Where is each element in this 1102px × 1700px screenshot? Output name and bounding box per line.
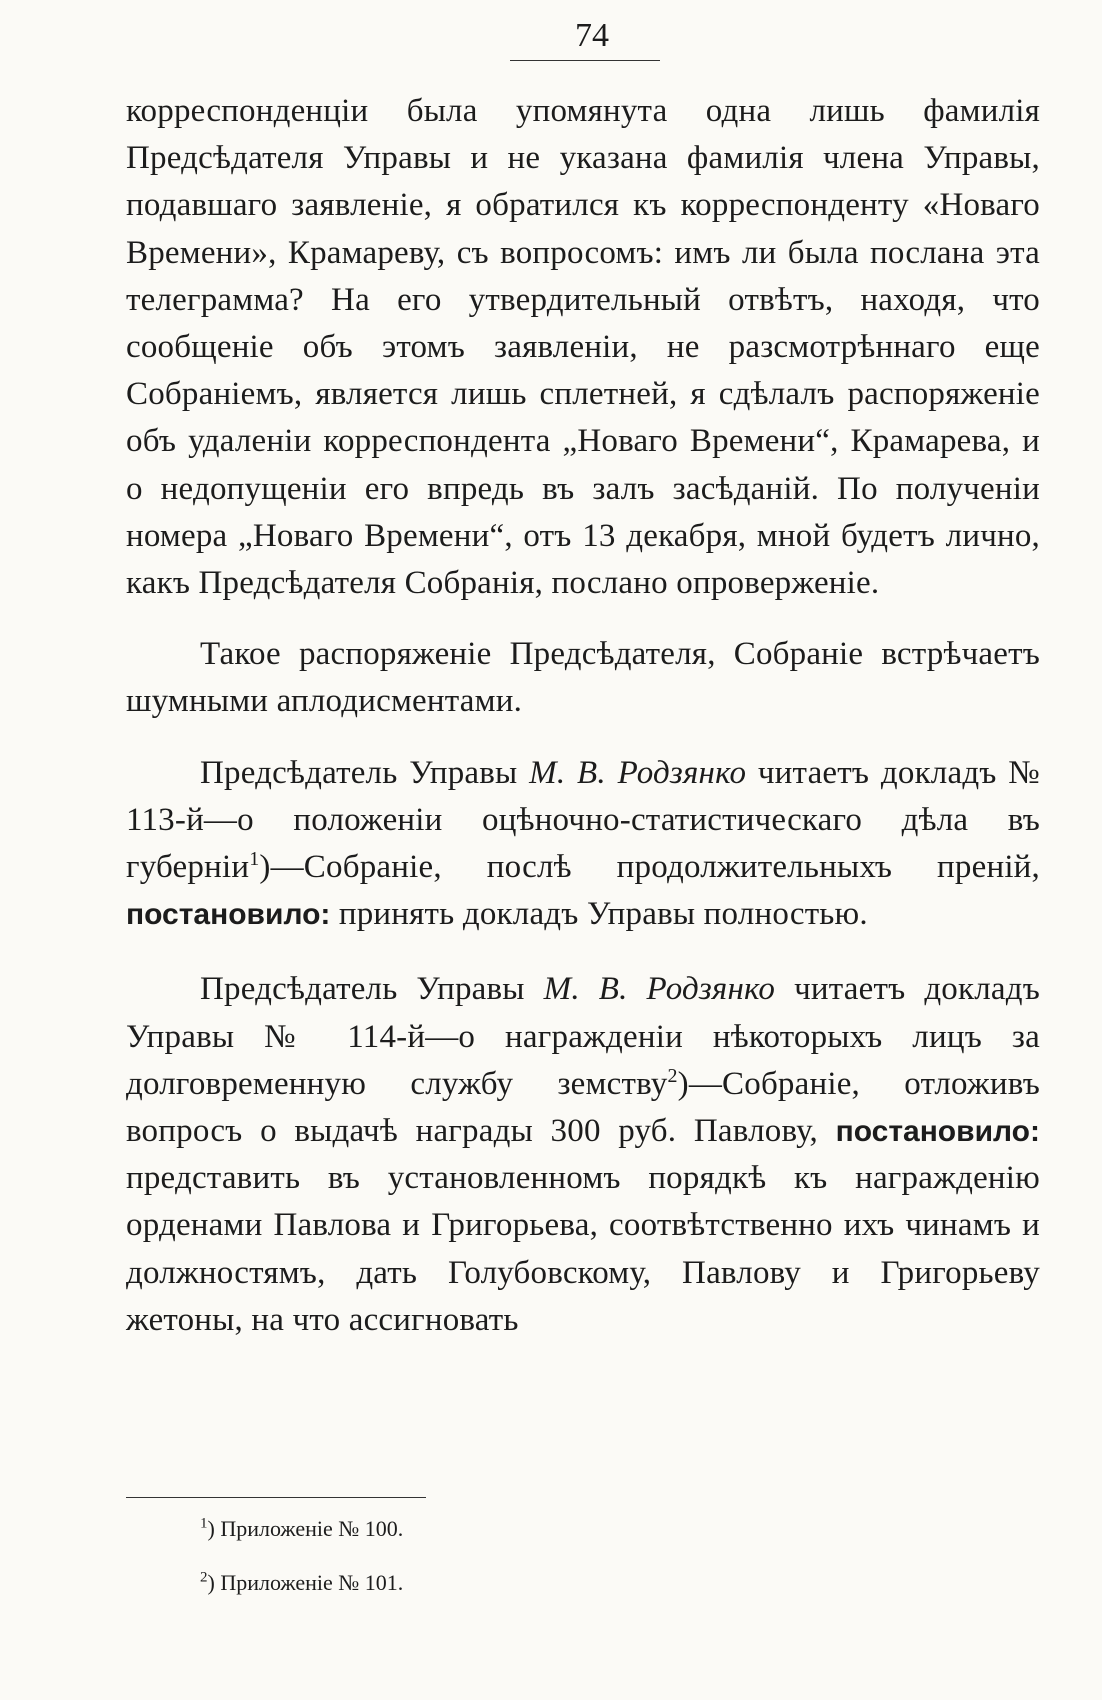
- paragraph-1-text: корреспонденціи была упомянута одна лишь фамилія Предсѣдателя Управы и не указана фамилія члена Управы, подавшаго заявленіе, я обратился къ корреспонденту «Новаго Времени», Крамареву, съ вопросомъ: имъ ли была послана эта телеграмма? На его утвердительный отвѣтъ, находя, что сообщеніе объ этомъ заявленіи, не разсмотрѣннаго еще Собраніемъ, является лишь сплетней, я сдѣлалъ распоряженіе объ удаленіи корреспондента „Новаго Времени“, Крамарева, и о недопущеніи его впредь въ залъ засѣданій. По полученіи номера „Новаго Времени“, отъ 13 декабря, мной будетъ лично, какъ Предсѣдателя Собранія, послано опроверженіе.: [126, 93, 1040, 602]
- page-number-rule: [510, 60, 660, 61]
- body-text: [126, 88, 1040, 1344]
- footnote-ref-2[interactable]: 2: [667, 1064, 678, 1087]
- paragraph-3: [126, 750, 1040, 939]
- footnote-text-2: ) Приложеніе № 101.: [207, 1570, 404, 1595]
- footnotes: [200, 1502, 800, 1610]
- page-number: 74: [575, 17, 609, 54]
- footnote-mark-2: 2: [200, 1569, 208, 1586]
- paragraph-3-continued: )—Собраніе, послѣ продолжительныхъ преній,: [259, 849, 1040, 886]
- paragraph-3-end: принять докладъ Управы полностью.: [330, 896, 868, 933]
- paragraph-4-continued: )—Собраніе, отложивъ вопросъ о выдачѣ награды 300 руб. Павлову,: [126, 1065, 1040, 1150]
- footnote-text-1: ) Приложеніе № 100.: [207, 1516, 404, 1541]
- paragraph-4-lead: Предсѣдатель Управы: [200, 971, 544, 1008]
- paragraph-4: [126, 966, 1040, 1344]
- footnote-1: [200, 1502, 800, 1556]
- footnote-separator: [126, 1497, 426, 1498]
- resolution-keyword: постановило:: [126, 898, 331, 932]
- person-name-italic: М. В. Родзянко: [543, 971, 776, 1008]
- person-name-italic: М. В. Родзянко: [529, 754, 747, 791]
- paragraph-3-body: читаетъ докладъ № 113-й—о положеніи оцѣночно-статистическаго дѣла въ губерніи: [126, 754, 1040, 886]
- footnote-mark-1: 1: [200, 1515, 208, 1532]
- resolution-keyword: постановило:: [835, 1115, 1040, 1149]
- paragraph-4-end: представить въ установленномъ порядкѣ къ награжденію орденами Павлова и Григорьева, соотвѣтственно ихъ чинамъ и должностямъ, дать Голубовскому, Павлову и Григорьеву жетоны, на что ассигновать: [126, 1160, 1040, 1338]
- paragraph-2: [126, 631, 1040, 725]
- paragraph-4-body: читаетъ докладъ Управы № 114-й—о награжденіи нѣкоторыхъ лицъ за долговременную службу земству: [126, 971, 1041, 1102]
- paragraph-3-lead: Предсѣдатель Управы: [200, 754, 530, 791]
- paragraph-1: [126, 88, 1040, 607]
- footnote-ref-1[interactable]: 1: [249, 848, 260, 871]
- footnote-2: [200, 1556, 800, 1610]
- paragraph-2-text: Такое распоряженіе Предсѣдателя, Собраніе встрѣчаетъ шумными аплодисментами.: [126, 636, 1040, 720]
